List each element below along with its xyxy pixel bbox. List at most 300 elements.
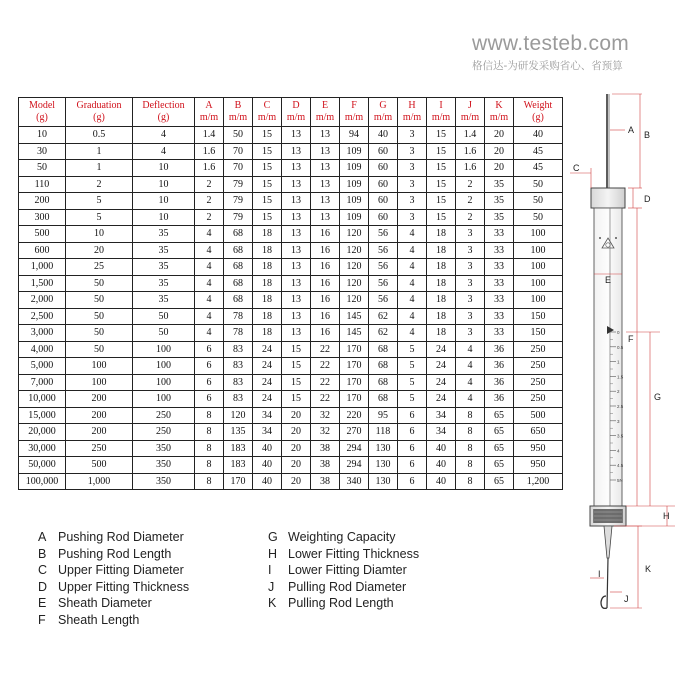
- table-cell: 33: [485, 308, 514, 325]
- table-cell: 4: [133, 143, 195, 160]
- table-cell: 13: [282, 160, 311, 177]
- table-cell: 79: [224, 193, 253, 210]
- table-cell: 15: [282, 341, 311, 358]
- column-header: [369, 98, 398, 127]
- table-cell: 15: [427, 127, 456, 144]
- pushing-rod: [607, 94, 609, 188]
- table-cell: 15: [253, 176, 282, 193]
- table-cell: 50: [66, 308, 133, 325]
- table-cell: 33: [485, 259, 514, 276]
- brand-watermark: [472, 33, 657, 73]
- table-cell: 3: [456, 275, 485, 292]
- table-cell: 50: [66, 275, 133, 292]
- table-cell: 50: [66, 325, 133, 342]
- legend-left: [38, 529, 189, 629]
- table-cell: 8: [456, 424, 485, 441]
- legend-description: Sheath Length: [58, 612, 140, 627]
- table-cell: 20: [485, 143, 514, 160]
- table-cell: 3: [398, 209, 427, 226]
- table-cell: 200: [66, 407, 133, 424]
- column-header: [427, 98, 456, 127]
- table-cell: 16: [311, 259, 340, 276]
- table-cell: 10: [133, 209, 195, 226]
- dim-label-d: D: [644, 194, 651, 204]
- legend-description: Pulling Rod Length: [288, 596, 394, 611]
- table-cell: 83: [224, 391, 253, 408]
- table-cell: 170: [340, 358, 369, 375]
- column-header: [398, 98, 427, 127]
- table-cell: 15: [427, 143, 456, 160]
- table-cell: 15: [427, 193, 456, 210]
- table-cell: 8: [456, 440, 485, 457]
- table-cell: 38: [311, 457, 340, 474]
- table-row: [19, 325, 563, 342]
- table-cell: 40: [514, 127, 563, 144]
- table-cell: 4: [398, 226, 427, 243]
- table-cell: 200: [19, 193, 66, 210]
- column-header-line: m/m: [228, 112, 248, 123]
- table-cell: 4: [195, 275, 224, 292]
- table-cell: 7,000: [19, 374, 66, 391]
- table-cell: 34: [253, 407, 282, 424]
- column-header-line: G: [379, 100, 387, 111]
- table-cell: 6: [398, 473, 427, 490]
- table-cell: 135: [224, 424, 253, 441]
- column-header-line: m/m: [286, 112, 306, 123]
- table-cell: 200: [66, 424, 133, 441]
- legend-key: K: [268, 596, 277, 611]
- table-cell: 50: [514, 176, 563, 193]
- table-cell: 40: [427, 457, 456, 474]
- scale-tick-label: 5N: [617, 478, 623, 483]
- table-cell: 35: [133, 292, 195, 309]
- legend-right-item: [268, 529, 419, 546]
- table-cell: 16: [311, 292, 340, 309]
- table-cell: 0.5: [66, 127, 133, 144]
- table-cell: 20: [66, 242, 133, 259]
- table-cell: 500: [19, 226, 66, 243]
- table-row: [19, 358, 563, 375]
- dim-label-f: F: [628, 334, 634, 344]
- table-cell: 18: [427, 226, 456, 243]
- table-cell: 3: [456, 242, 485, 259]
- table-cell: 109: [340, 160, 369, 177]
- table-cell: 83: [224, 374, 253, 391]
- table-cell: 118: [369, 424, 398, 441]
- table-cell: 65: [485, 440, 514, 457]
- table-cell: 65: [485, 473, 514, 490]
- table-cell: 36: [485, 374, 514, 391]
- table-row: [19, 292, 563, 309]
- column-header: [340, 98, 369, 127]
- table-cell: 120: [340, 226, 369, 243]
- table-cell: 13: [311, 193, 340, 210]
- table-cell: 40: [369, 127, 398, 144]
- dim-label-g: G: [654, 392, 662, 402]
- legend-left-item: [38, 579, 189, 596]
- column-header: [66, 98, 133, 127]
- table-row: [19, 424, 563, 441]
- column-header-line: A: [205, 100, 213, 111]
- table-cell: 62: [369, 325, 398, 342]
- table-cell: 3: [456, 292, 485, 309]
- table-cell: 33: [485, 275, 514, 292]
- table-cell: 3: [456, 308, 485, 325]
- table-cell: 130: [369, 473, 398, 490]
- column-header: [311, 98, 340, 127]
- table-cell: 56: [369, 292, 398, 309]
- dim-label-a: A: [628, 125, 635, 135]
- table-cell: 100: [514, 259, 563, 276]
- table-cell: 250: [66, 440, 133, 457]
- scale-tick-label: 3: [617, 418, 620, 424]
- table-cell: 10,000: [19, 391, 66, 408]
- table-cell: 2: [195, 176, 224, 193]
- table-cell: 100: [133, 391, 195, 408]
- table-cell: 8: [195, 407, 224, 424]
- table-cell: 20: [282, 473, 311, 490]
- table-cell: 2,000: [19, 292, 66, 309]
- table-cell: 5: [66, 209, 133, 226]
- column-header-line: m/m: [344, 112, 364, 123]
- table-cell: 94: [340, 127, 369, 144]
- table-cell: 13: [282, 325, 311, 342]
- column-header-line: C: [263, 100, 271, 111]
- table-cell: 38: [311, 440, 340, 457]
- legend-description: Pulling Rod Diameter: [288, 579, 407, 594]
- table-cell: 22: [311, 341, 340, 358]
- table-cell: 16: [311, 242, 340, 259]
- column-header: [514, 98, 563, 127]
- legend-key: C: [38, 563, 48, 578]
- table-cell: 15: [427, 176, 456, 193]
- table-cell: 10: [66, 226, 133, 243]
- table-row: [19, 209, 563, 226]
- table-cell: 150: [514, 325, 563, 342]
- table-cell: 68: [369, 358, 398, 375]
- pulling-rod-collar: [604, 526, 612, 558]
- table-cell: 1.6: [456, 160, 485, 177]
- table-row: [19, 160, 563, 177]
- column-header: [19, 98, 66, 127]
- table-cell: 13: [282, 176, 311, 193]
- table-cell: 3: [398, 160, 427, 177]
- column-header-line: m/m: [431, 112, 451, 123]
- table-cell: 15: [253, 143, 282, 160]
- table-cell: 40: [253, 440, 282, 457]
- table-cell: 50: [66, 341, 133, 358]
- table-row: [19, 226, 563, 243]
- table-cell: 35: [133, 259, 195, 276]
- table-cell: 5: [398, 341, 427, 358]
- table-cell: 13: [282, 259, 311, 276]
- table-cell: 70: [224, 160, 253, 177]
- table-cell: 183: [224, 457, 253, 474]
- brand-tagline: 格信达-为研发采购省心、省预算: [472, 60, 623, 72]
- table-cell: 4: [195, 259, 224, 276]
- table-row: [19, 407, 563, 424]
- table-cell: 6: [195, 358, 224, 375]
- table-cell: 4: [195, 308, 224, 325]
- table-cell: 56: [369, 242, 398, 259]
- legend-key: B: [38, 546, 47, 561]
- table-cell: 100: [514, 242, 563, 259]
- legend-description: Lower Fitting Diamter: [288, 563, 407, 578]
- table-cell: 10: [133, 160, 195, 177]
- table-cell: 3: [456, 226, 485, 243]
- scale-tick-label: 2: [617, 389, 620, 395]
- table-cell: 18: [427, 308, 456, 325]
- column-header-line: Graduation: [76, 100, 122, 111]
- table-cell: 16: [311, 325, 340, 342]
- table-cell: 1.6: [195, 143, 224, 160]
- table-cell: 1,000: [66, 473, 133, 490]
- legend-description: Weighting Capacity: [288, 530, 396, 544]
- table-cell: 6: [398, 440, 427, 457]
- table-cell: 68: [369, 391, 398, 408]
- legend-key: D: [38, 579, 48, 594]
- table-cell: 30,000: [19, 440, 66, 457]
- table-cell: 24: [427, 341, 456, 358]
- table-cell: 6: [195, 341, 224, 358]
- table-cell: 350: [133, 457, 195, 474]
- table-cell: 18: [427, 275, 456, 292]
- table-cell: 35: [133, 242, 195, 259]
- table-cell: 4: [133, 127, 195, 144]
- table-cell: 15: [253, 160, 282, 177]
- table-cell: 13: [311, 127, 340, 144]
- table-cell: 4: [195, 242, 224, 259]
- table-cell: 36: [485, 341, 514, 358]
- table-cell: 15: [253, 127, 282, 144]
- column-header-line: (g): [532, 112, 544, 123]
- table-cell: 294: [340, 440, 369, 457]
- table-cell: 8: [456, 473, 485, 490]
- table-cell: 20: [485, 127, 514, 144]
- table-cell: 22: [311, 374, 340, 391]
- table-cell: 18: [427, 259, 456, 276]
- column-header-line: m/m: [315, 112, 335, 123]
- table-cell: 10: [133, 176, 195, 193]
- scale-tick-label: 1: [617, 359, 620, 365]
- push-pull-gauge-diagram: [570, 88, 675, 633]
- table-cell: 250: [133, 424, 195, 441]
- table-cell: 24: [253, 374, 282, 391]
- table-cell: 79: [224, 176, 253, 193]
- table-cell: 13: [282, 193, 311, 210]
- table-cell: 40: [427, 473, 456, 490]
- column-header-line: K: [495, 100, 503, 111]
- legend-left-item: [38, 529, 189, 546]
- table-cell: 18: [427, 242, 456, 259]
- table-cell: 5: [66, 193, 133, 210]
- table-cell: 15: [282, 374, 311, 391]
- table-cell: 170: [340, 341, 369, 358]
- table-cell: 4: [195, 325, 224, 342]
- table-cell: 13: [311, 176, 340, 193]
- table-cell: 1.4: [195, 127, 224, 144]
- table-cell: 13: [282, 127, 311, 144]
- table-cell: 68: [224, 226, 253, 243]
- table-cell: 6: [398, 424, 427, 441]
- column-header: [253, 98, 282, 127]
- legend-key: E: [38, 596, 47, 611]
- legend-description: Sheath Diameter: [58, 596, 152, 611]
- table-cell: 100: [66, 374, 133, 391]
- dim-label-j: J: [624, 594, 629, 604]
- table-cell: 62: [369, 308, 398, 325]
- table-cell: 24: [427, 391, 456, 408]
- table-cell: 2: [66, 176, 133, 193]
- table-cell: 3: [398, 127, 427, 144]
- table-cell: 120: [340, 275, 369, 292]
- pulling-rod: [607, 558, 608, 608]
- table-cell: 8: [456, 457, 485, 474]
- table-cell: 18: [253, 275, 282, 292]
- table-cell: 56: [369, 259, 398, 276]
- table-cell: 45: [514, 160, 563, 177]
- table-cell: 220: [340, 407, 369, 424]
- column-header-line: m/m: [199, 112, 219, 123]
- table-cell: 50: [66, 292, 133, 309]
- table-cell: 13: [311, 160, 340, 177]
- scale-tick-label: 0: [617, 330, 620, 335]
- table-cell: 18: [253, 226, 282, 243]
- table-cell: 68: [224, 275, 253, 292]
- legend-description: Lower Fitting Thickness: [288, 546, 420, 561]
- table-cell: 200: [66, 391, 133, 408]
- table-cell: 20: [485, 160, 514, 177]
- table-cell: 20: [282, 457, 311, 474]
- scale-tick-label: 1.5: [617, 374, 624, 380]
- legend-right-item: [268, 579, 419, 596]
- table-cell: 35: [485, 209, 514, 226]
- table-header-row: [19, 98, 563, 127]
- table-cell: 68: [224, 259, 253, 276]
- table-cell: 13: [282, 275, 311, 292]
- table-cell: 145: [340, 308, 369, 325]
- scale-tick-label: 4.5: [617, 463, 624, 469]
- table-cell: 150: [514, 308, 563, 325]
- table-cell: 24: [253, 391, 282, 408]
- table-cell: 5: [398, 391, 427, 408]
- table-cell: 40: [427, 440, 456, 457]
- table-cell: 3: [456, 259, 485, 276]
- table-cell: 250: [133, 407, 195, 424]
- table-cell: 33: [485, 292, 514, 309]
- table-cell: 18: [253, 242, 282, 259]
- table-cell: 15: [282, 358, 311, 375]
- table-cell: 16: [311, 226, 340, 243]
- table-cell: 32: [311, 424, 340, 441]
- dim-label-i: I: [598, 569, 601, 579]
- scale-tick-label: 3.5: [617, 433, 624, 439]
- table-cell: 50: [224, 127, 253, 144]
- table-cell: 50: [514, 209, 563, 226]
- legend-key: J: [268, 579, 275, 594]
- table-cell: 8: [195, 440, 224, 457]
- table-cell: 100: [133, 358, 195, 375]
- table-cell: 109: [340, 209, 369, 226]
- table-cell: 294: [340, 457, 369, 474]
- table-cell: 18: [253, 308, 282, 325]
- table-cell: 34: [427, 407, 456, 424]
- scale-tick-label: 4: [617, 448, 620, 454]
- table-cell: 109: [340, 193, 369, 210]
- table-cell: 60: [369, 143, 398, 160]
- table-cell: 83: [224, 341, 253, 358]
- table-cell: 250: [514, 341, 563, 358]
- legend-description: Pushing Rod Length: [58, 546, 172, 561]
- legend-right-item: [268, 562, 419, 579]
- table-cell: 65: [485, 407, 514, 424]
- table-cell: 36: [485, 391, 514, 408]
- table-cell: 300: [19, 209, 66, 226]
- table-cell: 50: [514, 193, 563, 210]
- table-cell: 68: [369, 374, 398, 391]
- table-cell: 2: [195, 193, 224, 210]
- table-cell: 120: [340, 259, 369, 276]
- table-row: [19, 457, 563, 474]
- table-cell: 25: [66, 259, 133, 276]
- table-cell: 2: [195, 209, 224, 226]
- table-cell: 13: [282, 308, 311, 325]
- table-cell: 15: [282, 391, 311, 408]
- legend-description: Upper Fitting Thickness: [58, 579, 190, 594]
- table-cell: 100: [66, 358, 133, 375]
- table-cell: 3: [398, 176, 427, 193]
- table-cell: 78: [224, 308, 253, 325]
- table-cell: 35: [133, 275, 195, 292]
- table-cell: 5: [398, 358, 427, 375]
- table-cell: 35: [485, 193, 514, 210]
- table-cell: 1: [66, 160, 133, 177]
- table-cell: 35: [133, 226, 195, 243]
- table-cell: 170: [340, 374, 369, 391]
- table-row: [19, 127, 563, 144]
- table-cell: 2,500: [19, 308, 66, 325]
- table-cell: 120: [340, 242, 369, 259]
- table-cell: 1,500: [19, 275, 66, 292]
- table-cell: 109: [340, 176, 369, 193]
- legend-right-item: [268, 546, 419, 563]
- table-cell: 13: [282, 226, 311, 243]
- table-row: [19, 473, 563, 490]
- table-cell: 50,000: [19, 457, 66, 474]
- table-cell: 950: [514, 457, 563, 474]
- table-cell: 3: [398, 193, 427, 210]
- table-cell: 120: [224, 407, 253, 424]
- table-cell: 30: [19, 143, 66, 160]
- table-cell: 4: [398, 292, 427, 309]
- table-cell: 1.6: [456, 143, 485, 160]
- table-cell: 50: [133, 325, 195, 342]
- column-header-line: H: [408, 100, 416, 111]
- legend-left-item: [38, 562, 189, 579]
- table-cell: 145: [340, 325, 369, 342]
- table-cell: 4: [456, 374, 485, 391]
- legend-left-item: [38, 546, 189, 563]
- table-cell: 68: [224, 292, 253, 309]
- table-row: [19, 193, 563, 210]
- table-cell: 1.6: [195, 160, 224, 177]
- table-cell: 68: [224, 242, 253, 259]
- table-cell: 15: [427, 209, 456, 226]
- table-cell: 4: [398, 275, 427, 292]
- legend-left-item: [38, 595, 189, 612]
- table-cell: 35: [485, 176, 514, 193]
- table-cell: 250: [514, 391, 563, 408]
